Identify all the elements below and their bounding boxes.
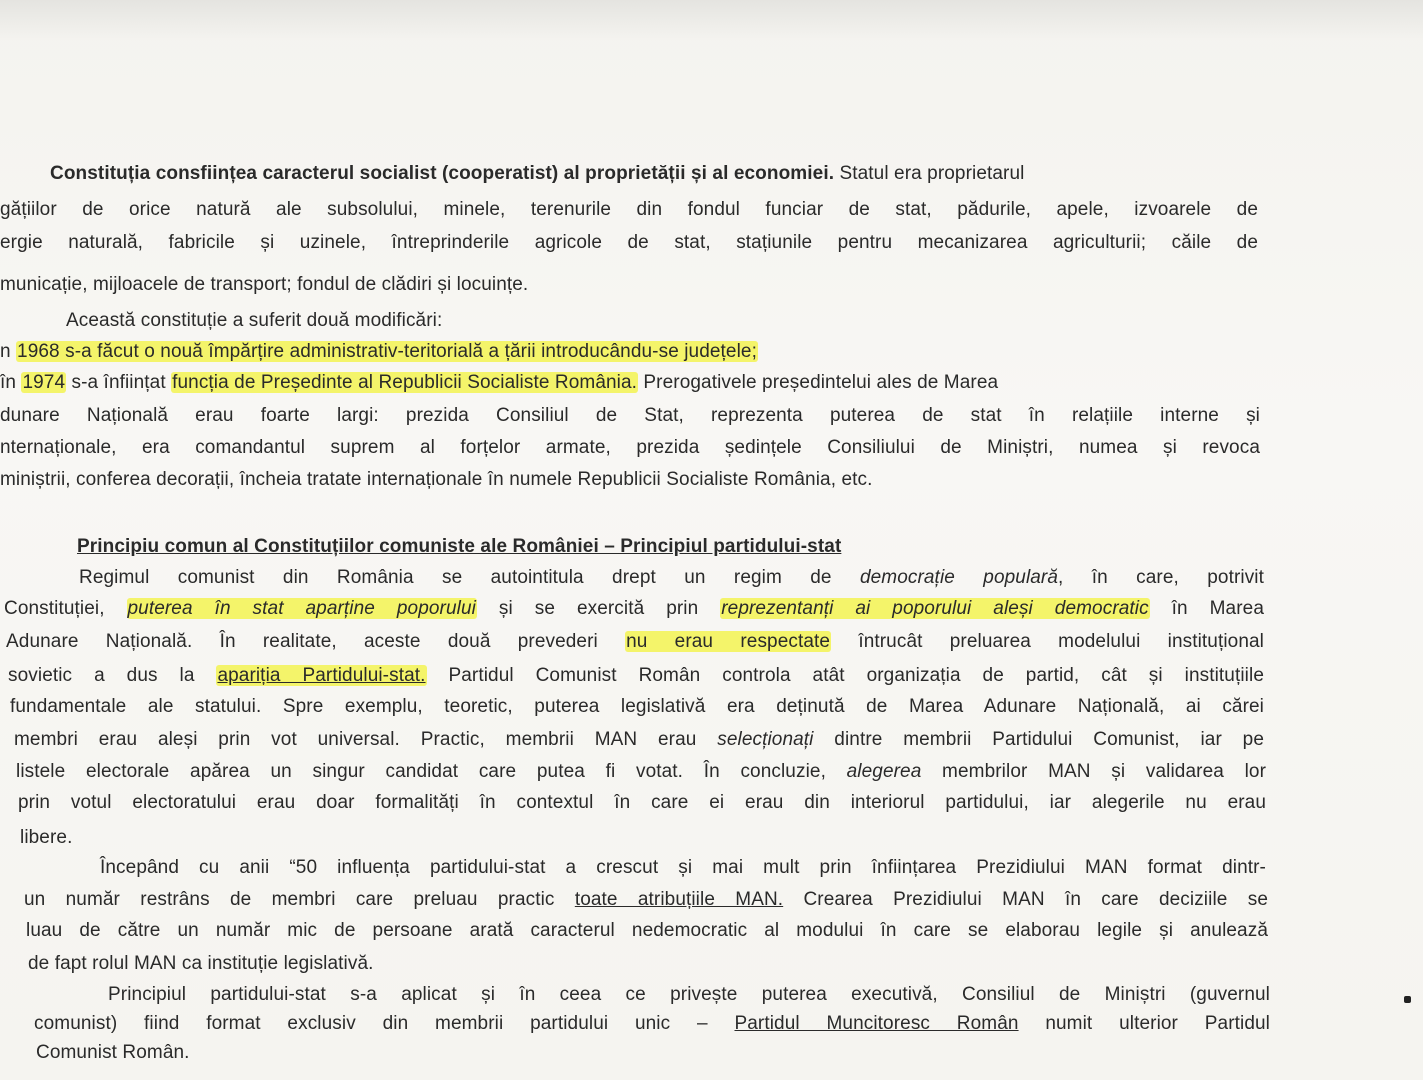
p4-line-2: un număr restrâns de membri care preluau practic toate atribuțiile MAN. Crearea Prezidiului MAN în care deciziile se [24,889,1268,910]
p2-line-5: nternaționale, era comandantul suprem al forțelor armate, prezida ședințele Consiliului de Miniștri, numea și revoca [0,437,1260,458]
p3-line-9: libere. [20,827,73,848]
p3-line-1: Regimul comunist din România se autointitula drept un regim de democrație populară, în care, potrivit [79,567,1264,588]
p1-line-1: Constituția consființea caracterul socialist (cooperatist) al proprietății și al economiei. Statul era proprietarul [50,163,1025,184]
p2-line-3: în 1974 s-a înființat funcția de Președinte al Republicii Socialiste România. Prerogativele președintelui ales de Marea [0,372,999,393]
p3-line-4: sovietic a dus la apariția Partidului-stat. Partidul Comunist Român controla atât organizația de partid, cât și instituțiile [8,665,1264,686]
margin-mark [1404,996,1411,1003]
p5-line-2: comunist) fiind format exclusiv din membrii partidului unic – Partidul Muncitoresc Român numit ulterior Partidul [34,1013,1270,1034]
p2-line-4: dunare Națională erau foarte largi: prezida Consiliul de Stat, reprezenta puterea de stat în relațiile interne și [0,405,1260,426]
p3-line-7: listele electorale apărea un singur candidat care putea fi votat. În concluzie, alegerea membrilor MAN și validarea lor [16,761,1266,782]
p2-line-6: miniștrii, conferea decorații, încheia tratate internaționale în numele Republicii Socialiste România, etc. [0,469,873,490]
p3-line-3: Adunare Națională. În realitate, aceste două prevederi nu erau respectate întrucât preluarea modelului instituțional [6,631,1264,652]
p1-line-3: ergie naturală, fabricile și uzinele, întreprinderile agricole de stat, stațiunile pentru mecanizarea agriculturii; căile de [0,232,1258,253]
p3-line-6: membri erau aleși prin vot universal. Practic, membrii MAN erau selecționați dintre membrii Partidului Comunist, iar pe [14,729,1265,750]
p5-line-3: Comunist Român. [36,1042,190,1063]
highlight-1968: 1968 s-a făcut o nouă împărțire administrativ-teritorială a țării introducându-se județele; [17,341,757,362]
p3-line-2: Constituției, puterea în stat aparține poporului și se exercită prin reprezentanți ai poporului aleși democratic în Marea [4,598,1264,619]
p1-line-2: gățiilor de orice natură ale subsolului, minele, terenurile din fondul funciar de stat, pădurile, apele, izvoarele de [0,199,1258,220]
page-shadow [0,0,1423,40]
p1-bold-statement: Constituția consființea caracterul socialist (cooperatist) al proprietății și al economiei. [50,163,835,184]
p1-line-4: municație, mijloacele de transport; fondul de clădiri și locuințe. [0,274,529,295]
p4-line-3: luau de către un număr mic de persoane arată caracterul nedemocratic al modului în care se elaborau legile și anulează [26,920,1268,941]
highlight-nu-erau-respectate: nu erau respectate [626,631,831,652]
highlight-reprezentanti: reprezentanți ai poporului aleși democratic [721,598,1149,619]
p3-line-5: fundamentale ale statului. Spre exemplu, teoretic, puterea legislativă era deținută de Marea Adunare Națională, ai cărei [10,696,1264,717]
highlight-presedinte: funcția de Președinte al Republicii Socialiste România. [172,372,638,393]
highlight-1974: 1974 [22,372,66,393]
p2-line-2: n 1968 s-a făcut o nouă împărțire administrativ-teritorială a țării introducându-se județele; [0,341,757,362]
section-title: Principiu comun al Constituțiilor comuniste ale României – Principiul partidului-stat [77,536,842,557]
highlight-partidul-stat: apariția Partidului-stat. [217,665,426,686]
p3-line-8: prin votul electoratului erau doar formalități în contextul în care ei erau din interiorul partidului, iar alegerile nu erau [18,792,1266,813]
p4-line-4: de fapt rolul MAN ca instituție legislativă. [28,953,374,974]
p5-line-1: Principiul partidului-stat s-a aplicat și în ceea ce privește puterea executivă, Consiliul de Miniștri (guvernul [108,984,1270,1005]
p2-line-1: Această constituție a suferit două modificări: [66,310,443,331]
p4-line-1: Începând cu anii “50 influența partidului-stat a crescut și mai mult prin înființarea Prezidiului MAN format dintr- [100,857,1266,878]
highlight-puterea: puterea în stat aparține poporului [127,598,476,619]
